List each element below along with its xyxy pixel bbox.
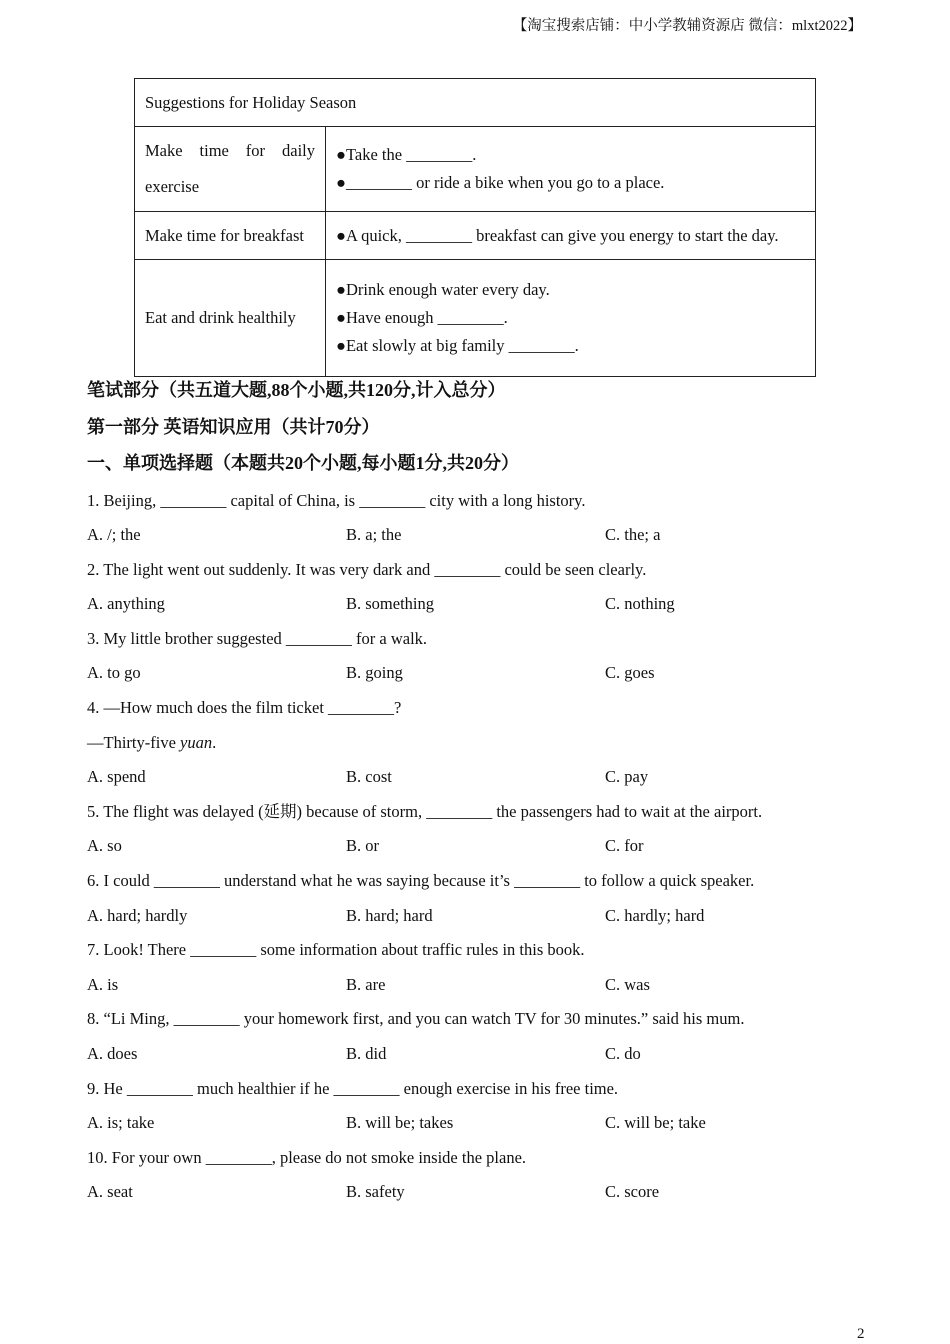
question-options <box>87 587 867 622</box>
table-row <box>135 260 816 377</box>
exam-content <box>87 374 867 1210</box>
option-c: C. score <box>605 1182 660 1202</box>
tip-line: ●A quick, ________ breakfast can give you energy to start the day. <box>336 225 779 245</box>
question-3 <box>87 622 867 691</box>
option-a: A. so <box>87 836 122 856</box>
question-stem-line-2: —Thirty-five yuan. <box>87 732 217 752</box>
option-a: A. to go <box>87 663 141 683</box>
question-options <box>87 656 867 691</box>
tip-line: ●Eat slowly at big family ________. <box>336 336 579 355</box>
tip-line: ●________ or ride a bike when you go to a place. <box>336 173 665 192</box>
option-c: C. will be; take <box>605 1113 706 1133</box>
question-options <box>87 1037 867 1072</box>
question-8 <box>87 1002 867 1071</box>
option-c: C. for <box>605 836 644 856</box>
option-b: B. going <box>346 663 403 683</box>
question-stem: 3. My little brother suggested ________ for a walk. <box>87 628 428 648</box>
topic-line: exercise <box>145 177 200 196</box>
question-options <box>87 829 867 864</box>
question-options <box>87 1175 867 1210</box>
option-a: A. does <box>87 1044 138 1063</box>
header-note: 【淘宝搜索店铺：中小学教辅资源店 微信：mlxt2022】 <box>512 18 862 34</box>
topic-line: Make time for daily <box>145 141 315 160</box>
suggestions-table <box>134 78 816 377</box>
question-1 <box>87 484 867 553</box>
question-10 <box>87 1141 867 1210</box>
table-cell-tips <box>326 127 816 212</box>
option-b: B. cost <box>346 767 392 787</box>
topic-line: Make time for breakfast <box>145 225 304 245</box>
question-stem: 9. He ________ much healthier if he ________ enough exercise in his free time. <box>87 1078 619 1098</box>
table-cell-tips <box>326 260 816 377</box>
question-stem: 2. The light went out suddenly. It was very dark and ________ could be seen clearly. <box>87 559 647 579</box>
table-cell-topic <box>135 127 326 212</box>
table-cell-topic <box>135 260 326 377</box>
question-options <box>87 518 867 553</box>
tip-line: ●Have enough ________. <box>336 308 508 327</box>
option-b: B. did <box>346 1044 387 1063</box>
option-b: B. will be; takes <box>346 1113 454 1133</box>
option-a: A. anything <box>87 594 165 614</box>
option-a: A. spend <box>87 767 146 787</box>
option-b: B. a; the <box>346 525 402 545</box>
question-stem: 5. The flight was delayed (延期) because of storm, ________ the passengers had to wait at the airport. <box>87 801 763 821</box>
table-row <box>135 127 816 212</box>
table-title: Suggestions for Holiday Season <box>135 79 816 127</box>
tip-line: ●Drink enough water every day. <box>336 280 550 299</box>
question-options <box>87 1106 867 1141</box>
option-b: B. safety <box>346 1182 405 1202</box>
table-cell-topic <box>135 212 326 260</box>
option-c: C. pay <box>605 767 649 787</box>
question-9 <box>87 1072 867 1141</box>
question-stem: 4. —How much does the film ticket ________? <box>87 698 402 718</box>
option-b: B. or <box>346 836 379 856</box>
question-options <box>87 968 867 1003</box>
question-options <box>87 760 867 795</box>
question-5 <box>87 795 867 864</box>
section-heading: 第一部分 英语知识应用（共计70分） <box>87 416 380 437</box>
option-b: B. something <box>346 594 435 614</box>
question-stem: 8. “Li Ming, ________ your homework first, and you can watch TV for 30 minutes.” said his mum. <box>87 1009 745 1029</box>
option-a: A. is; take <box>87 1113 155 1133</box>
topic-line: Eat and drink healthily <box>145 308 296 327</box>
question-stem: 10. For your own ________, please do not smoke inside the plane. <box>87 1147 527 1167</box>
question-7 <box>87 933 867 1002</box>
tip-line: ●Take the ________. <box>336 145 477 164</box>
question-options <box>87 899 867 934</box>
question-6 <box>87 864 867 933</box>
option-a: A. /; the <box>87 525 141 545</box>
section-heading: 笔试部分（共五道大题,88个小题,共120分,计入总分） <box>87 380 506 400</box>
question-stem: 6. I could ________ understand what he was saying because it’s ________ to follow a quick speaker. <box>87 871 755 891</box>
option-b: B. hard; hard <box>346 905 433 925</box>
question-4 <box>87 691 867 795</box>
italic-word: yuan <box>180 732 213 752</box>
table-cell-tips <box>326 212 816 260</box>
option-c: C. nothing <box>605 594 675 614</box>
option-c: C. hardly; hard <box>605 905 705 925</box>
page-number: 2 <box>857 1326 865 1342</box>
table-row <box>135 212 816 260</box>
option-c: C. the; a <box>605 525 661 545</box>
question-2 <box>87 553 867 622</box>
option-a: A. seat <box>87 1182 133 1202</box>
option-c: C. goes <box>605 663 655 683</box>
option-b: B. are <box>346 974 386 994</box>
option-c: C. do <box>605 1044 641 1063</box>
question-stem: 1. Beijing, ________ capital of China, is ________ city with a long history. <box>87 490 586 510</box>
option-a: A. is <box>87 974 119 994</box>
section-heading: 一、单项选择题（本题共20个小题,每小题1分,共20分） <box>87 453 519 473</box>
option-a: A. hard; hardly <box>87 905 188 925</box>
suggestions-table-wrap <box>134 78 816 377</box>
question-stem: 7. Look! There ________ some information about traffic rules in this book. <box>87 940 585 960</box>
option-c: C. was <box>605 974 650 994</box>
